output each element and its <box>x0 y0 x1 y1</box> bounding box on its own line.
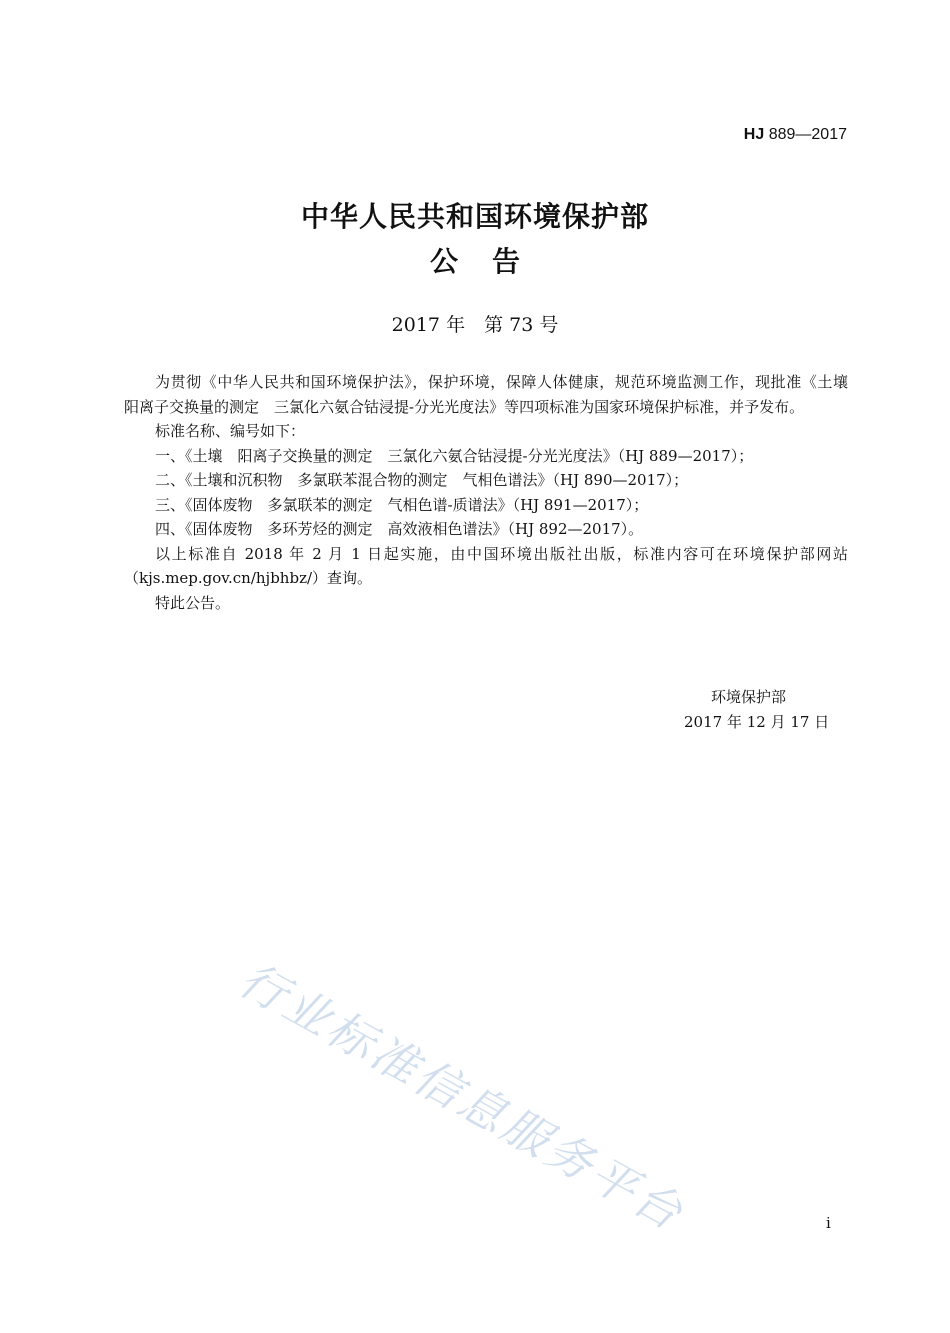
paragraph: 特此公告。 <box>155 593 231 612</box>
standard-number <box>744 126 847 144</box>
paragraph: 标准名称、编号如下： <box>155 422 306 440</box>
signature-org: 环境保护部 <box>711 688 787 706</box>
watermark: 行业标准信息服务平台 <box>230 952 694 1242</box>
signature-date: 2017 年 12 月 17 日 <box>684 713 830 731</box>
standard-code: 889—2017 <box>768 126 847 143</box>
standard-prefix: HJ <box>743 126 765 143</box>
paragraph: 以上标准自 2018 年 2 月 1 日起实施，由中国环境出版社出版，标准内容可在环境保护部网站（kjs.mep.gov.cn/hjbhbz/）查询。 <box>124 544 848 587</box>
standard-list-item: 二、《土壤和沉积物 多氯联苯混合物的测定 气相色谱法》（HJ 890—2017）； <box>155 471 689 489</box>
standard-list-item: 一、《土壤 阳离子交换量的测定 三氯化六氨合钴浸提-分光光度法》（HJ 889—2017）； <box>155 446 754 465</box>
announcement-body <box>124 370 864 615</box>
paragraph: 为贯彻《中华人民共和国环境保护法》，保护环境，保障人体健康，规范环境监测工作，现批准《土壤 阳离子交换量的测定 三氯化六氨合钴浸提-分光光度法》等四项标准为国家环境保护标准，并予发布。 <box>124 373 864 416</box>
standard-list-item: 四、《固体废物 多环芳烃的测定 高效液相色谱法》（HJ 892—2017）。 <box>155 520 644 538</box>
page-number: i <box>826 1214 831 1232</box>
ministry-title: 中华人民共和国环境保护部 <box>300 200 649 233</box>
standard-list-item: 三、《固体废物 多氯联苯的测定 气相色谱-质谱法》（HJ 891—2017）； <box>155 495 649 514</box>
announcement-title: 公告 <box>429 245 554 278</box>
issue-number: 2017 年 第 73 号 <box>391 314 559 336</box>
